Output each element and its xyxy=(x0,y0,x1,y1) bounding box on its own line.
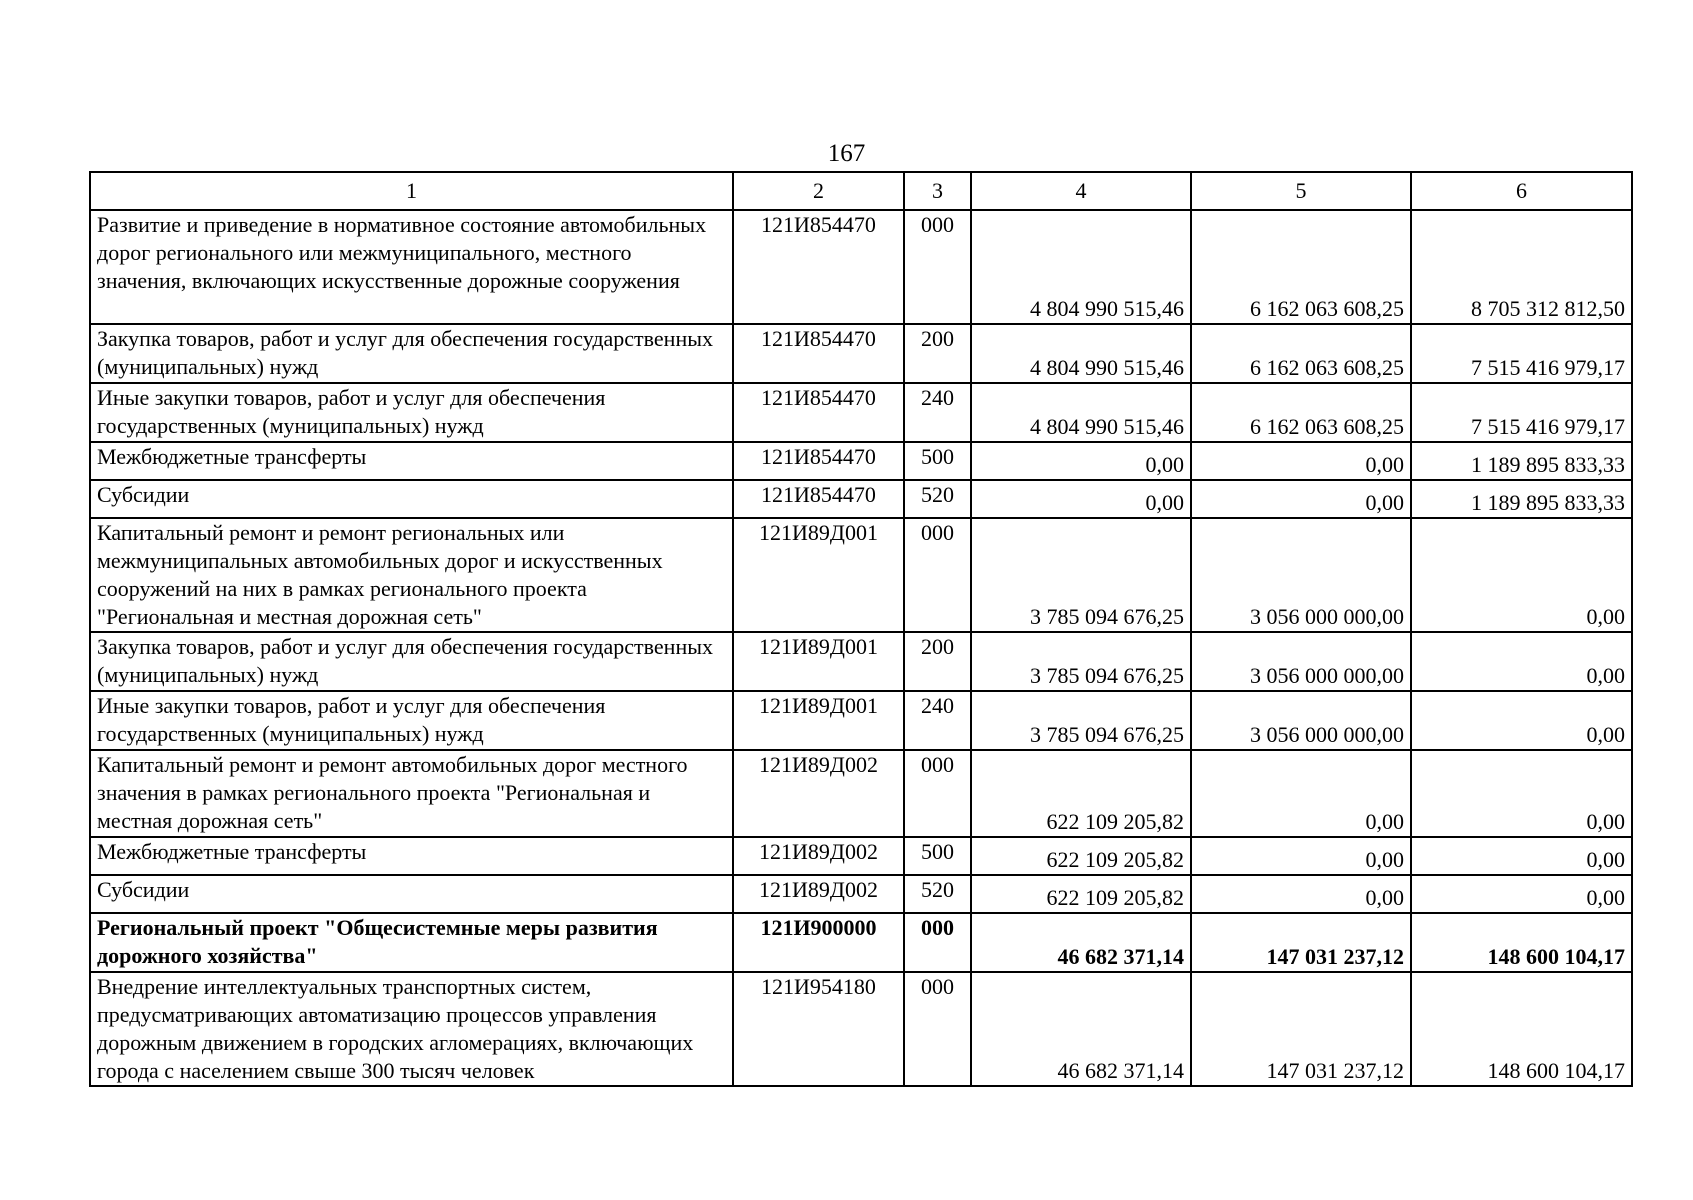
row-code-cell: 121И89Д001 xyxy=(733,518,904,632)
row-value-cell-6: 0,00 xyxy=(1411,750,1632,837)
row-value-cell-4: 622 109 205,82 xyxy=(971,837,1191,875)
row-value-cell-4: 46 682 371,14 xyxy=(971,972,1191,1086)
row-code-cell: 121И89Д002 xyxy=(733,837,904,875)
row-name-cell: Межбюджетные трансферты xyxy=(90,837,733,875)
row-kind-cell: 200 xyxy=(904,632,971,691)
row-value-cell-4: 3 785 094 676,25 xyxy=(971,632,1191,691)
row-kind-cell: 000 xyxy=(904,972,971,1086)
table-row xyxy=(90,324,1632,383)
row-kind-cell: 000 xyxy=(904,750,971,837)
row-kind-cell: 000 xyxy=(904,913,971,972)
row-kind-cell: 000 xyxy=(904,518,971,632)
column-header: 6 xyxy=(1411,172,1632,210)
row-code-cell: 121И900000 xyxy=(733,913,904,972)
row-kind-cell: 520 xyxy=(904,480,971,518)
table-row xyxy=(90,913,1632,972)
row-name-cell: Иные закупки товаров, работ и услуг для обеспечения государственных (муниципальных) нужд xyxy=(90,383,733,442)
row-code-cell: 121И89Д002 xyxy=(733,750,904,837)
row-name-cell: Капитальный ремонт и ремонт автомобильных дорог местного значения в рамках регионального проекта "Региональная и местная дорожная сеть" xyxy=(90,750,733,837)
row-value-cell-6: 1 189 895 833,33 xyxy=(1411,442,1632,480)
row-value-cell-6: 1 189 895 833,33 xyxy=(1411,480,1632,518)
budget-table xyxy=(89,171,1633,1087)
row-code-cell: 121И854470 xyxy=(733,210,904,324)
row-kind-cell: 000 xyxy=(904,210,971,324)
row-value-cell-6: 7 515 416 979,17 xyxy=(1411,383,1632,442)
row-code-cell: 121И89Д001 xyxy=(733,691,904,750)
row-code-cell: 121И854470 xyxy=(733,324,904,383)
row-kind-cell: 240 xyxy=(904,383,971,442)
row-value-cell-5: 0,00 xyxy=(1191,837,1411,875)
row-value-cell-5: 3 056 000 000,00 xyxy=(1191,691,1411,750)
row-code-cell: 121И954180 xyxy=(733,972,904,1086)
row-value-cell-4: 0,00 xyxy=(971,480,1191,518)
row-value-cell-6: 148 600 104,17 xyxy=(1411,972,1632,1086)
row-value-cell-4: 3 785 094 676,25 xyxy=(971,518,1191,632)
row-value-cell-5: 0,00 xyxy=(1191,480,1411,518)
row-kind-cell: 240 xyxy=(904,691,971,750)
row-name-cell: Внедрение интеллектуальных транспортных систем, предусматривающих автоматизацию процессов управления дорожным движением в городских агломерациях, включающих города с населением свыше 300 тысяч человек xyxy=(90,972,733,1086)
row-value-cell-5: 3 056 000 000,00 xyxy=(1191,518,1411,632)
row-code-cell: 121И854470 xyxy=(733,383,904,442)
table-row xyxy=(90,750,1632,837)
row-value-cell-5: 147 031 237,12 xyxy=(1191,972,1411,1086)
table-row xyxy=(90,210,1632,324)
row-value-cell-6: 0,00 xyxy=(1411,632,1632,691)
row-kind-cell: 500 xyxy=(904,837,971,875)
row-name-cell: Капитальный ремонт и ремонт региональных или межмуниципальных автомобильных дорог и искусственных сооружений на них в рамках регионального проекта "Региональная и местная дорожная сеть" xyxy=(90,518,733,632)
row-value-cell-4: 622 109 205,82 xyxy=(971,750,1191,837)
row-value-cell-5: 6 162 063 608,25 xyxy=(1191,210,1411,324)
row-name-cell: Межбюджетные трансферты xyxy=(90,442,733,480)
table-row xyxy=(90,383,1632,442)
column-header: 2 xyxy=(733,172,904,210)
row-kind-cell: 200 xyxy=(904,324,971,383)
table-row xyxy=(90,518,1632,632)
row-kind-cell: 500 xyxy=(904,442,971,480)
row-value-cell-5: 0,00 xyxy=(1191,875,1411,913)
row-value-cell-5: 3 056 000 000,00 xyxy=(1191,632,1411,691)
row-value-cell-6: 148 600 104,17 xyxy=(1411,913,1632,972)
row-value-cell-5: 147 031 237,12 xyxy=(1191,913,1411,972)
column-header: 5 xyxy=(1191,172,1411,210)
row-value-cell-4: 4 804 990 515,46 xyxy=(971,210,1191,324)
table-row xyxy=(90,837,1632,875)
row-value-cell-5: 6 162 063 608,25 xyxy=(1191,383,1411,442)
row-code-cell: 121И89Д002 xyxy=(733,875,904,913)
row-value-cell-4: 4 804 990 515,46 xyxy=(971,383,1191,442)
row-name-cell: Закупка товаров, работ и услуг для обеспечения государственных (муниципальных) нужд xyxy=(90,632,733,691)
row-name-cell: Субсидии xyxy=(90,480,733,518)
table-row xyxy=(90,480,1632,518)
row-value-cell-6: 0,00 xyxy=(1411,518,1632,632)
row-name-cell: Закупка товаров, работ и услуг для обеспечения государственных (муниципальных) нужд xyxy=(90,324,733,383)
column-header: 1 xyxy=(90,172,733,210)
row-code-cell: 121И854470 xyxy=(733,480,904,518)
table-row xyxy=(90,972,1632,1086)
row-value-cell-5: 0,00 xyxy=(1191,442,1411,480)
row-value-cell-4: 622 109 205,82 xyxy=(971,875,1191,913)
row-value-cell-4: 4 804 990 515,46 xyxy=(971,324,1191,383)
row-value-cell-6: 0,00 xyxy=(1411,875,1632,913)
row-kind-cell: 520 xyxy=(904,875,971,913)
row-name-cell: Развитие и приведение в нормативное состояние автомобильных дорог регионального или межмуниципального, местного значения, включающих искусственные дорожные сооружения xyxy=(90,210,733,324)
row-value-cell-6: 8 705 312 812,50 xyxy=(1411,210,1632,324)
table-row xyxy=(90,691,1632,750)
page-number: 167 xyxy=(827,140,866,167)
row-value-cell-6: 0,00 xyxy=(1411,837,1632,875)
row-value-cell-4: 3 785 094 676,25 xyxy=(971,691,1191,750)
row-value-cell-4: 46 682 371,14 xyxy=(971,913,1191,972)
row-value-cell-5: 0,00 xyxy=(1191,750,1411,837)
row-code-cell: 121И854470 xyxy=(733,442,904,480)
row-name-cell: Региональный проект "Общесистемные меры развития дорожного хозяйства" xyxy=(90,913,733,972)
row-value-cell-4: 0,00 xyxy=(971,442,1191,480)
row-value-cell-6: 7 515 416 979,17 xyxy=(1411,324,1632,383)
table-row xyxy=(90,875,1632,913)
column-header: 4 xyxy=(971,172,1191,210)
table-row xyxy=(90,632,1632,691)
row-name-cell: Субсидии xyxy=(90,875,733,913)
row-value-cell-5: 6 162 063 608,25 xyxy=(1191,324,1411,383)
row-name-cell: Иные закупки товаров, работ и услуг для обеспечения государственных (муниципальных) нужд xyxy=(90,691,733,750)
row-value-cell-6: 0,00 xyxy=(1411,691,1632,750)
column-header: 3 xyxy=(904,172,971,210)
header-row xyxy=(90,172,1632,210)
table-row xyxy=(90,442,1632,480)
row-code-cell: 121И89Д001 xyxy=(733,632,904,691)
